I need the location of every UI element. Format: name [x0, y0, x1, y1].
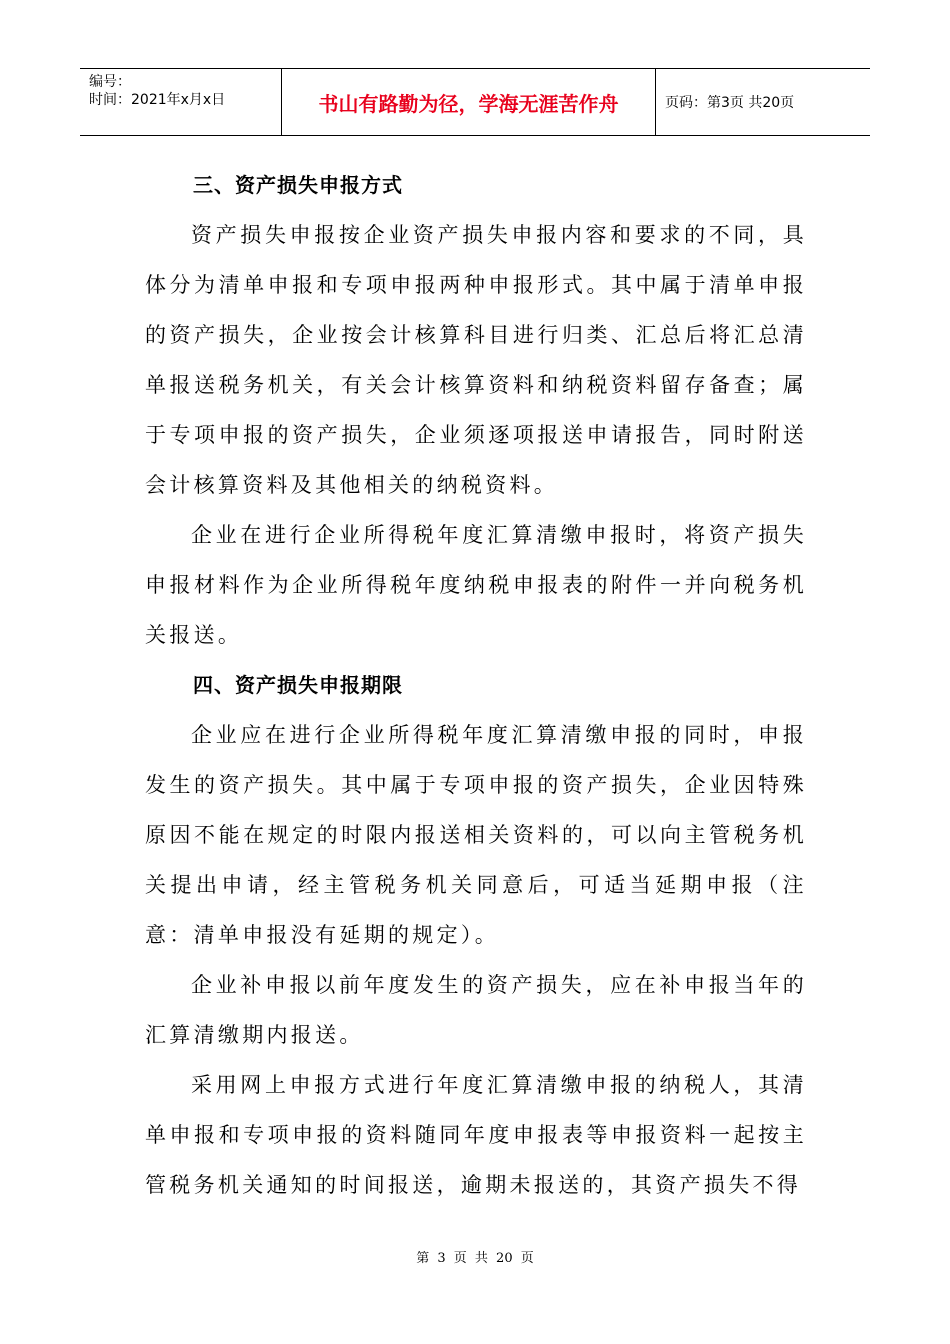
- paragraph: 企业应在进行企业所得税年度汇算清缴申报的同时，申报发生的资产损失。其中属于专项申报的资产损失，企业因特殊原因不能在规定的时限内报送相关资料的，可以向主管税务机关提出申请，经主管税务机关同意后，可适当延期申报（注意：清单申报没有延期的规定）。: [145, 723, 807, 947]
- page-footer: 第 3 页 共 20 页: [416, 1251, 534, 1266]
- document-number-label: 编号：: [89, 74, 131, 90]
- header-motto: 书山有路勤为径，学海无涯苦作舟: [282, 69, 656, 135]
- paragraph: 企业补申报以前年度发生的资产损失，应在补申报当年的汇算清缴期内报送。: [145, 973, 807, 1047]
- document-header: [80, 68, 870, 136]
- section-heading: 四、资产损失申报期限: [193, 673, 403, 697]
- header-meta: [80, 69, 282, 135]
- paragraph: 企业在进行企业所得税年度汇算清缴申报时，将资产损失申报材料作为企业所得税年度纳税申报表的附件一并向税务机关报送。: [145, 523, 807, 647]
- section-heading: 三、资产损失申报方式: [193, 173, 403, 197]
- header-page-info: 页码：第3页 共20页: [665, 95, 795, 111]
- document-body: [145, 160, 807, 1210]
- paragraph: 资产损失申报按企业资产损失申报内容和要求的不同，具体分为清单申报和专项申报两种申报形式。其中属于清单申报的资产损失，企业按会计核算科目进行归类、汇总后将汇总清单报送税务机关，有关会计核算资料和纳税资料留存备查；属于专项申报的资产损失，企业须逐项报送申请报告，同时附送会计核算资料及其他相关的纳税资料。: [145, 223, 807, 497]
- document-date-label: 时间：2021年x月x日: [89, 92, 226, 108]
- paragraph: 采用网上申报方式进行年度汇算清缴申报的纳税人，其清单申报和专项申报的资料随同年度申报表等申报资料一起按主管税务机关通知的时间报送，逾期未报送的，其资产损失不得: [145, 1073, 807, 1197]
